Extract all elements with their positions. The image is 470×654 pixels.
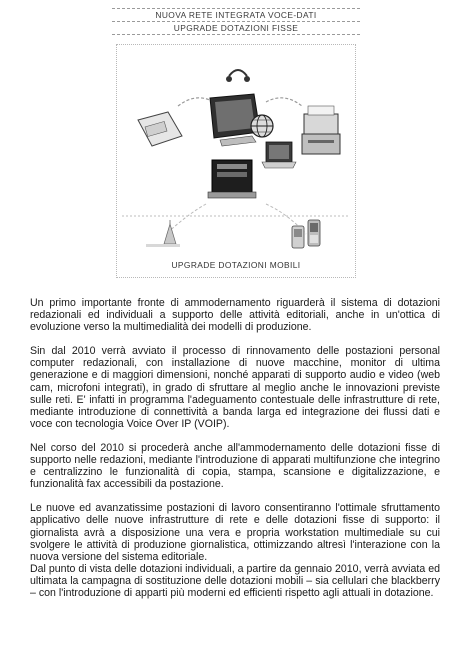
paragraph-2: Sin dal 2010 verrà avviato il processo di rinnovamento delle postazioni personal computer redazionali, con installazione di nuove macchine, monitor di ultima generazione e di maggiori dimensioni, nonché apparati di supporto audio e video (web cam, microfoni integrati), in grado di sfruttare al meglio anche le innovazioni previste sulle reti. E' infatti in programma l'adeguamento contestuale delle infrastrutture di rete, mediante introduzione di connettività a banda larga ed integrazione dei flussi dati e voce con tecnologia Voice Over IP (VOIP). — [30, 345, 440, 430]
figure-mid-rule — [112, 21, 360, 22]
cell-tower-icon — [146, 220, 180, 247]
document-body — [30, 297, 440, 611]
paragraph-1: Un primo importante fronte di ammodernamento riguarderà il sistema di dotazioni redazionali ed individuali a supporto delle attività editoriali, anche in un'ottica di evoluzione verso la multimedialità dei modelli di produzione. — [30, 297, 440, 334]
figure-top-rule — [112, 8, 360, 9]
server-icon — [208, 160, 256, 198]
laptop-icon — [262, 142, 296, 168]
mobile-device-icon — [292, 226, 304, 248]
figure-title-line2: UPGRADE DOTAZIONI FISSE — [173, 23, 299, 33]
paragraph-4: Le nuove ed avanzatissime postazioni di lavoro consentiranno l'ottimale sfruttamento applicativo delle nuove infrastrutture di rete e delle dotazioni fisse di supporto: il giornalista avrà a disposizione una vera e propria workstation multimediale su cui svolgere le attività di produzione giornalistica, ottimizzando altresì l'interazione con la nuova versione del sistema editoriale. — [30, 502, 440, 563]
telephone-icon — [138, 112, 182, 146]
globe-icon — [251, 115, 273, 137]
link-arrow-right — [266, 98, 302, 106]
network-diagram-figure — [112, 6, 360, 284]
figure-caption: UPGRADE DOTAZIONI MOBILI — [171, 260, 301, 270]
link-arrow-left — [178, 98, 214, 106]
printer-icon — [302, 106, 340, 154]
phone-icon — [308, 220, 320, 246]
paragraph-5: Dal punto di vista delle dotazioni individuali, a partire da gennaio 2010, verrà avviata ed ultimata la campagna di sostituzione delle dotazioni mobili – sia cellulari che blackberry – con l'introduzione di apparti più moderni ed efficienti rispetto agli attuali in dotazione. — [30, 562, 440, 599]
headset-icon — [226, 70, 250, 82]
figure-title-line1: NUOVA RETE INTEGRATA VOCE-DATI — [155, 10, 317, 20]
network-illustration — [116, 44, 356, 276]
figure-sub-rule — [112, 34, 360, 35]
paragraph-3: Nel corso del 2010 si procederà anche all'ammodernamento delle dotazioni fisse di supporto nelle redazioni, mediante l'introduzione di apparati multifunzione che integrino e centralizzino le funzionalità di copia, stampa, scansione e digitalizzazione, e funzionalità fax accessibili da postazione. — [30, 441, 440, 491]
